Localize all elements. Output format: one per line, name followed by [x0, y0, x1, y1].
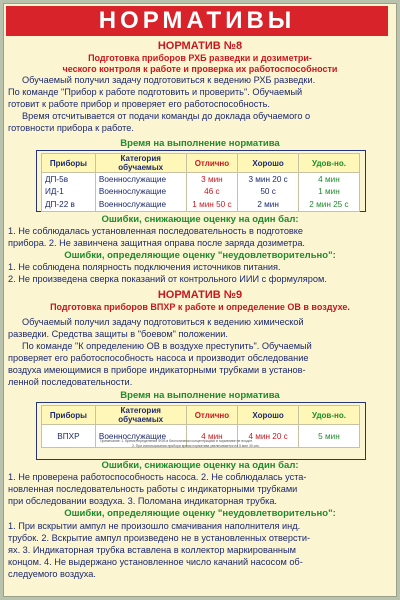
norm9-paragraph-line3: По команде "К определению ОВ в воздухе преступить". Обучаемый [22, 341, 312, 351]
good-cell: 4 мин 20 с [238, 425, 299, 448]
device-cell: ДП-5в [42, 173, 96, 186]
norm9-note-line1: Примечание: 1. Время определения ФОВ в биологически концентрациях в нормативе не входит. [100, 439, 253, 443]
norm8-errors-fail-title: Ошибки, определяющие оценку "неудовлетворительно": [64, 250, 336, 261]
norm9-note-line2: 2. При использовании прибора время норматива увеличивается на 5 мин 30 сек. [132, 444, 260, 448]
norm9-errors-fail-line4: концом. 4. Не выдержано установленное число качаний насосом об- [8, 557, 303, 567]
norm9-errors-one-point-line3: при обследовании воздуха. 3. Поломана индикаторная трубка. [8, 496, 277, 506]
norm8-subtitle-line1: Подготовка приборов РХБ разведки и дозиметри- [88, 53, 312, 63]
good-cell: 2 мин [238, 198, 299, 211]
satisfactory-cell: 4 мин [298, 173, 359, 186]
norm8-errors-fail-line1: 1. Не соблюдена полярность подключения источников питания. [8, 262, 281, 272]
device-cell: ДП-22 в [42, 198, 96, 211]
excellent-cell: 3 мин [186, 173, 238, 186]
excellent-cell: 1 мин 50 с [186, 198, 238, 211]
norm8-paragraph-line5: готовности прибора к работе. [8, 123, 134, 133]
norm9-errors-fail-title: Ошибки, определяющие оценку "неудовлетворительно": [64, 508, 336, 519]
norm9-errors-one-point-title: Ошибки, снижающие оценку на один бал: [101, 460, 299, 471]
norm9-subtitle: Подготовка приборов ВПХР к работе и определение ОВ в воздухе. [50, 302, 350, 312]
page-title: НОРМАТИВЫ [6, 6, 388, 36]
norm8-errors-one-point-line2: прибора. 2. Не завинчена защитная оправа после заряда дозиметра. [8, 238, 305, 248]
norm9-paragraph-line2: разведки. Средства защиты в "боевом" положении. [8, 329, 228, 339]
norm9-heading: НОРМАТИВ №9 [157, 289, 243, 301]
norm9-paragraph-line1: Обучаемый получил задачу подготовиться к ведению химической [22, 317, 304, 327]
norm8-errors-one-point-line1: 1. Не соблюдалась установленная последовательность в подготовке [8, 226, 304, 236]
norm8-paragraph-line1: Обучаемый получил задачу подготовиться к ведению РХБ разведки. [22, 75, 316, 85]
norm9-errors-fail-line5: следуемого воздуха. [8, 569, 96, 579]
satisfactory-cell: 5 мин [298, 425, 359, 448]
category-cell: Военнослужащие [95, 425, 186, 448]
column-header-devices: Приборы [42, 154, 96, 173]
norm9-table-title: Время на выполнение норматива [120, 390, 280, 401]
norm8-errors-one-point-title: Ошибки, снижающие оценку на один бал: [101, 214, 299, 225]
satisfactory-cell: 1 мин [298, 186, 359, 199]
excellent-cell: 46 с [186, 186, 238, 199]
column-header-satisfactory: Удов-но. [298, 406, 359, 425]
column-header-good: Хорошо [238, 154, 299, 173]
norm9-errors-one-point-line1: 1. Не проверена работоспособность насоса. 2. Не соблюдалась уста- [8, 472, 307, 482]
table-header-row [42, 406, 360, 425]
norm8-table-title: Время на выполнение норматива [120, 138, 280, 149]
norm9-paragraph-line5: воздуха имеющимися в приборе индикаторными трубками в установ- [8, 365, 306, 375]
norm8-heading: НОРМАТИВ №8 [157, 40, 243, 52]
column-header-category: Категория обучаемых [95, 406, 186, 425]
column-header-devices: Приборы [42, 406, 96, 425]
device-cell: ВПХР [42, 425, 96, 448]
table-row [42, 186, 360, 199]
norm8-paragraph-line4: Время отсчитывается от подачи команды до доклада обучаемого о [22, 111, 311, 121]
norm8-errors-fail-line2: 2. Не произведена сверка показаний от контрольного ИИИ с формуляром. [8, 274, 327, 284]
norm9-errors-one-point-line2: новленная последовательность работы с индикаторными трубками [8, 484, 298, 494]
column-header-satisfactory: Удов-но. [298, 154, 359, 173]
table-header-row [42, 154, 360, 173]
column-header-good: Хорошо [238, 406, 299, 425]
excellent-cell: 4 мин [186, 425, 238, 448]
column-header-excellent: Отлично [186, 406, 238, 425]
norm8-time-table [41, 153, 360, 212]
table-row [42, 198, 360, 211]
column-header-excellent: Отлично [186, 154, 238, 173]
norm9-errors-fail-line3: ях. 3. Индикаторная трубка вставлена в коллектор маркированным [8, 545, 296, 555]
good-cell: 3 мин 20 с [238, 173, 299, 186]
column-header-category: Категория обучаемых [95, 154, 186, 173]
device-cell: ИД-1 [42, 186, 96, 199]
norm9-errors-fail-line1: 1. При вскрытии ампул не произошло смачивания наполнителя инд. [8, 521, 301, 531]
table-row [42, 173, 360, 186]
satisfactory-cell: 2 мин 25 с [298, 198, 359, 211]
norm8-subtitle-line2: ческого контроля к работе и проверка их работоспособности [62, 64, 338, 74]
norm9-paragraph-line4: проверяет его работоспособность насоса и производит обследование [8, 353, 309, 363]
norm8-paragraph-line2: По команде "Прибор к работе подготовить и проверить". Обучаемый [8, 87, 303, 97]
category-cell: Военнослужащие [95, 198, 186, 211]
category-cell: Военнослужащие [95, 173, 186, 186]
good-cell: 50 с [238, 186, 299, 199]
norm9-errors-fail-line2: трубок. 2. Вскрытие ампул произведено не в установленных отверсти- [8, 533, 311, 543]
norm9-paragraph-line6: ленной последовательности. [8, 377, 133, 387]
category-cell: Военнослужащие [95, 186, 186, 199]
norm8-paragraph-line3: готовит к работе прибор и проверяет его работоспособность. [8, 99, 270, 109]
